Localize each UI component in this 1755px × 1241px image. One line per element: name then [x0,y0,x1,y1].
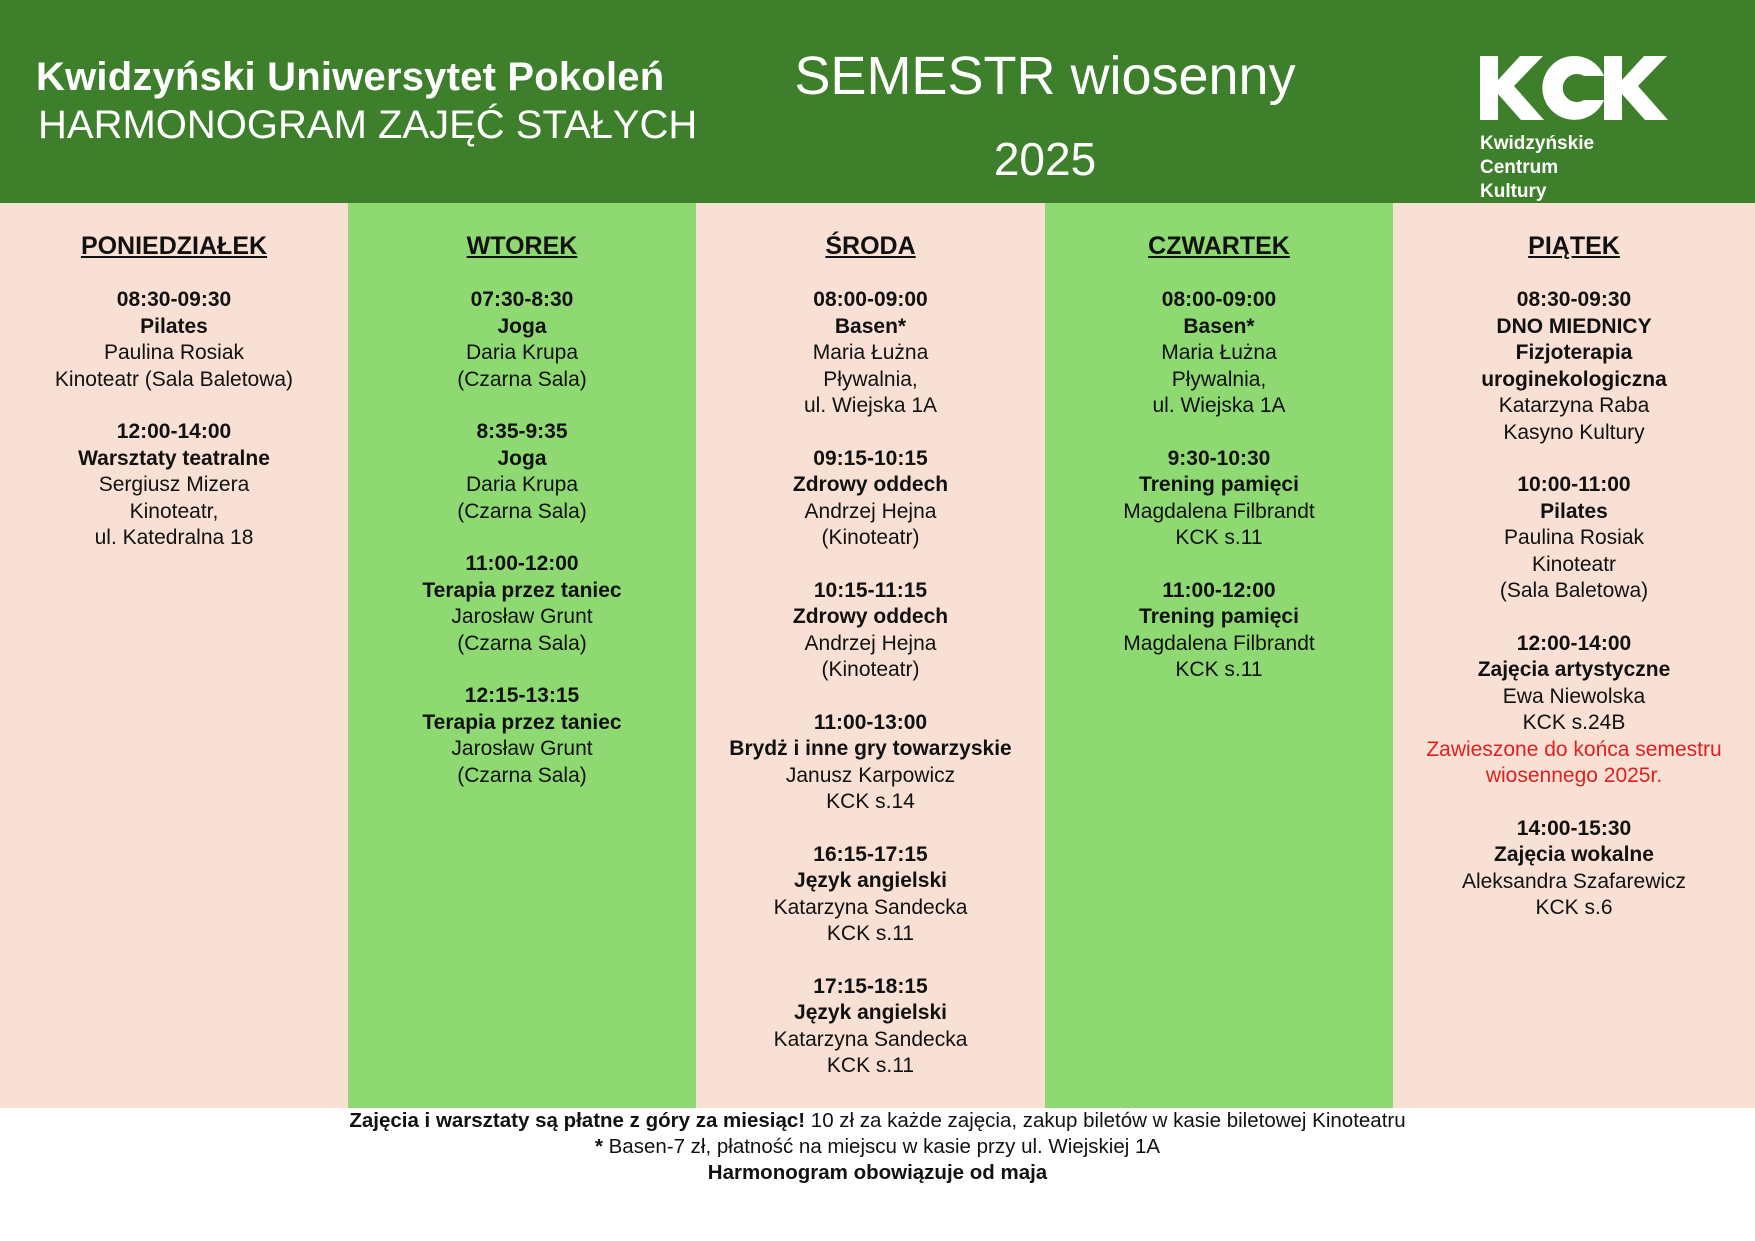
session-detail: Kinoteatr (Sala Baletowa) [54,367,294,391]
session-entry [696,842,1045,948]
session-detail: KCK s.24B [1522,711,1626,734]
session-detail: Paulina Rosiak [103,341,245,364]
session-time: 12:15-13:15 [464,684,580,707]
session-title-extra: uroginekologiczna [1481,367,1667,391]
session-title: Język angielski [794,1001,947,1024]
session-entry [348,683,696,789]
semester-year: 2025 [993,133,1097,185]
session-title: Brydż i inne gry towarzyskie [729,737,1012,760]
session-title: Zajęcia artystyczne [1477,658,1671,681]
session-title: Warsztaty teatralne [78,446,270,470]
session-time: 11:00-12:00 [465,552,579,575]
session-title: Joga [497,446,547,470]
session-time: 08:30-09:30 [116,288,232,311]
session-time: 11:00-13:00 [813,710,928,734]
day-column-friday [1393,203,1755,1108]
session-entry [348,287,696,393]
footer-notes [0,1108,1755,1186]
session-title: Pilates [1540,499,1608,523]
session-detail: (Sala Baletowa) [1499,579,1649,602]
session-detail: Pływalnia, [823,367,918,391]
session-time: 08:00-09:00 [813,288,928,311]
session-title: Basen* [1183,314,1255,338]
session-title: Terapia przez taniec [422,710,622,734]
session-detail: (Kinoteatr) [821,658,920,681]
session-title: Trening pamięci [1139,605,1299,628]
session-title: Trening pamięci [1139,473,1299,496]
session-title-extra: Fizjoterapia [1515,341,1633,364]
session-detail: KCK s.11 [826,922,915,945]
session-detail: Maria Łużna [812,341,929,364]
session-title: Zajęcia wokalne [1494,843,1654,866]
session-time: 12:00-14:00 [116,420,232,443]
day-heading: PONIEDZIAŁEK [80,232,268,260]
day-column-tuesday [348,203,696,1108]
session-entry [1393,472,1755,605]
schedule-columns [0,203,1755,1108]
session-detail: ul. Katedralna 18 [94,526,254,549]
session-time: 16:15-17:15 [813,842,928,866]
session-entry [1393,631,1755,790]
header-banner [0,0,1755,203]
session-time: 11:00-12:00 [1162,578,1276,602]
footer-payment-note: Zajęcia i warsztaty są płatne z góry za miesiąc! 10 zł za każde zajęcia, zakup biletów w kasie biletowej Kinoteatru [349,1109,1406,1132]
session-time: 07:30-8:30 [470,288,574,311]
session-detail: (Kinoteatr) [821,526,920,549]
session-title: Terapia przez taniec [422,578,622,602]
session-time: 12:00-14:00 [1516,631,1632,655]
session-detail: Sergiusz Mizera [98,473,250,496]
day-column-thursday [1045,203,1393,1108]
session-time: 10:00-11:00 [1517,473,1631,496]
session-entry [1393,816,1755,922]
session-detail: (Czarna Sala) [457,631,587,655]
session-detail: Kasyno Kultury [1503,420,1645,444]
session-title: DNO MIEDNICY [1496,314,1652,338]
session-title: Pilates [140,314,208,338]
session-time: 14:00-15:30 [1516,816,1632,840]
day-heading: WTOREK [466,232,578,260]
session-title: Język angielski [794,869,947,892]
session-detail: Andrzej Hejna [804,631,937,655]
session-detail: Daria Krupa [465,341,579,364]
day-heading: PIĄTEK [1528,232,1620,260]
session-time: 09:15-10:15 [813,446,928,470]
session-entry [348,419,696,525]
session-entry [1045,287,1393,420]
session-detail: Magdalena Filbrandt [1123,499,1315,523]
footer-valid-from: Harmonogram obowiązuje od maja [707,1161,1048,1184]
session-detail: KCK s.14 [826,790,915,813]
session-entry [696,446,1045,552]
session-title: Zdrowy oddech [792,605,949,628]
session-time: 08:30-09:30 [1516,288,1632,311]
schedule-subtitle: HARMONOGRAM ZAJĘĆ STAŁYCH [38,103,698,147]
kck-logo-text: Kwidzyńskie Centrum Kultury [1480,133,1595,202]
session-detail: Paulina Rosiak [1503,526,1645,549]
session-entry [1045,446,1393,552]
kck-logo-mark [1480,56,1668,120]
session-entry [1393,287,1755,446]
session-detail: (Czarna Sala) [457,499,587,523]
session-detail: Katarzyna Sandecka [773,895,968,919]
session-entry [0,419,348,552]
session-detail: Kinoteatr [1531,552,1617,576]
session-detail: KCK s.11 [826,1054,915,1077]
session-detail: Maria Łużna [1161,341,1277,364]
session-title: Joga [497,314,547,338]
footer-pool-note: * Basen-7 zł, płatność na miejscu w kasie przy ul. Wiejskiej 1A [594,1135,1161,1158]
day-column-wednesday [696,203,1045,1108]
day-column-monday [0,203,348,1108]
session-time: 17:15-18:15 [813,974,928,998]
session-detail: Aleksandra Szafarewicz [1461,869,1687,893]
session-time: 8:35-9:35 [476,420,568,443]
day-heading: ŚRODA [825,232,916,260]
session-detail: Magdalena Filbrandt [1123,631,1315,655]
session-detail: Ewa Niewolska [1502,684,1646,708]
session-detail: Andrzej Hejna [804,499,937,523]
session-detail: (Czarna Sala) [457,367,587,391]
session-entry [348,551,696,657]
session-entry [696,710,1045,816]
session-detail: KCK s.11 [1175,526,1263,549]
session-detail: Pływalnia, [1171,367,1267,391]
session-detail: Katarzyna Raba [1498,394,1650,417]
session-detail: KCK s.11 [1175,658,1263,681]
session-entry [1045,578,1393,684]
session-suspended-note: wiosennego 2025r. [1485,764,1663,787]
kck-logo [1480,56,1670,201]
session-suspended-note: Zawieszone do końca semestru [1426,737,1722,761]
session-detail: KCK s.6 [1535,896,1613,919]
session-time: 9:30-10:30 [1167,446,1271,470]
session-time: 10:15-11:15 [813,578,928,602]
semester-title: SEMESTR wiosenny [794,46,1296,106]
session-title: Zdrowy oddech [792,473,949,496]
session-entry [696,578,1045,684]
session-detail: (Czarna Sala) [457,763,587,787]
session-detail: Kinoteatr, [129,499,219,523]
session-detail: Jarosław Grunt [451,605,593,628]
session-detail: Katarzyna Sandecka [773,1027,968,1051]
session-time: 08:00-09:00 [1161,288,1277,311]
session-detail: ul. Wiejska 1A [803,394,938,417]
session-detail: Daria Krupa [465,473,579,496]
session-detail: ul. Wiejska 1A [1152,394,1286,417]
organization-name: Kwidzyński Uniwersytet Pokoleń [36,55,665,99]
session-entry [0,287,348,393]
session-entry [696,287,1045,420]
session-detail: Janusz Karpowicz [785,763,956,787]
session-entry [696,974,1045,1080]
day-heading: CZWARTEK [1148,232,1290,260]
session-title: Basen* [834,314,907,338]
session-detail: Jarosław Grunt [451,737,593,760]
